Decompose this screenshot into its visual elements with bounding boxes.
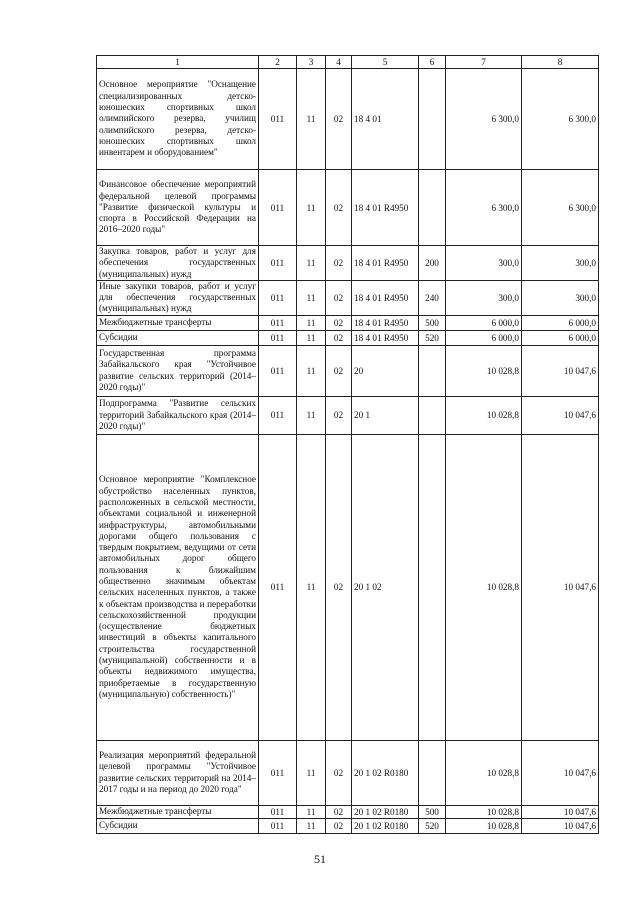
header-cell: 1 <box>97 56 259 69</box>
page-number: 51 <box>314 852 326 866</box>
chapter-cell: 02 <box>326 818 352 833</box>
section-cell: 011 <box>259 396 297 434</box>
target-article-cell: 18 4 01 R4950 <box>352 246 419 281</box>
amount-2020-cell: 300,0 <box>522 280 599 315</box>
amount-2019-cell: 10 028,8 <box>446 434 522 740</box>
amount-2019-cell: 10 028,8 <box>446 805 522 818</box>
chapter-cell: 02 <box>326 345 352 396</box>
name-cell: Субсидии <box>97 330 259 345</box>
header-cell: 5 <box>352 56 419 69</box>
expense-type-cell <box>419 170 446 246</box>
amount-2020-cell: 6 300,0 <box>522 170 599 246</box>
target-article-cell: 20 1 02 R0180 <box>352 805 419 818</box>
expense-type-cell <box>419 69 446 170</box>
header-cell: 8 <box>522 56 599 69</box>
section-cell: 011 <box>259 818 297 833</box>
header-row <box>97 56 599 69</box>
subsection-cell: 11 <box>297 805 326 818</box>
section-cell: 011 <box>259 805 297 818</box>
section-cell: 011 <box>259 330 297 345</box>
table-body <box>97 69 599 834</box>
amount-2020-cell: 6 000,0 <box>522 315 599 330</box>
name-cell: Подпрограмма "Развитие сельских территорий Забайкальского края (2014–2020 годы)" <box>97 396 259 434</box>
chapter-cell: 02 <box>326 246 352 281</box>
expense-type-cell: 240 <box>419 280 446 315</box>
subsection-cell: 11 <box>297 818 326 833</box>
amount-2019-cell: 300,0 <box>446 246 522 281</box>
subsection-cell: 11 <box>297 396 326 434</box>
chapter-cell: 02 <box>326 315 352 330</box>
amount-2019-cell: 10 028,8 <box>446 740 522 805</box>
subsection-cell: 11 <box>297 315 326 330</box>
expense-type-cell: 500 <box>419 805 446 818</box>
expense-type-cell <box>419 740 446 805</box>
chapter-cell: 02 <box>326 740 352 805</box>
table-row <box>97 246 599 281</box>
table-row <box>97 69 599 170</box>
amount-2020-cell: 10 047,6 <box>522 396 599 434</box>
subsection-cell: 11 <box>297 170 326 246</box>
target-article-cell: 18 4 01 R4950 <box>352 330 419 345</box>
subsection-cell: 11 <box>297 740 326 805</box>
section-cell: 011 <box>259 69 297 170</box>
name-cell: Иные закупки товаров, работ и услуг для обеспечения государственных (муниципальных) нужд <box>97 280 259 315</box>
target-article-cell: 20 1 02 R0180 <box>352 740 419 805</box>
name-cell: Государственная программа Забайкальского края "Устойчивое развитие сельских территорий (2014–2020 годы)" <box>97 345 259 396</box>
expense-type-cell: 520 <box>419 818 446 833</box>
target-article-cell: 20 <box>352 345 419 396</box>
amount-2020-cell: 300,0 <box>522 246 599 281</box>
table-row <box>97 740 599 805</box>
section-cell: 011 <box>259 740 297 805</box>
name-cell: Межбюджетные трансферты <box>97 805 259 818</box>
name-cell: Финансовое обеспечение мероприятий федеральной целевой программы "Развитие физической культуры и спорта в Российской Федерации на 2016–2020 годы" <box>97 170 259 246</box>
amount-2019-cell: 10 028,8 <box>446 345 522 396</box>
amount-2019-cell: 6 000,0 <box>446 330 522 345</box>
chapter-cell: 02 <box>326 170 352 246</box>
section-cell: 011 <box>259 170 297 246</box>
chapter-cell: 02 <box>326 280 352 315</box>
amount-2019-cell: 6 300,0 <box>446 69 522 170</box>
subsection-cell: 11 <box>297 246 326 281</box>
expense-type-cell: 520 <box>419 330 446 345</box>
amount-2020-cell: 6 000,0 <box>522 330 599 345</box>
chapter-cell: 02 <box>326 330 352 345</box>
amount-2019-cell: 10 028,8 <box>446 818 522 833</box>
chapter-cell: 02 <box>326 434 352 740</box>
chapter-cell: 02 <box>326 805 352 818</box>
amount-2020-cell: 10 047,6 <box>522 805 599 818</box>
subsection-cell: 11 <box>297 345 326 396</box>
expense-type-cell <box>419 396 446 434</box>
name-cell: Межбюджетные трансферты <box>97 315 259 330</box>
section-cell: 011 <box>259 246 297 281</box>
table-row <box>97 434 599 740</box>
table-row <box>97 345 599 396</box>
chapter-cell: 02 <box>326 69 352 170</box>
subsection-cell: 11 <box>297 69 326 170</box>
name-cell: Закупка товаров, работ и услуг для обеспечения государственных (муниципальных) нужд <box>97 246 259 281</box>
amount-2019-cell: 300,0 <box>446 280 522 315</box>
table-row <box>97 170 599 246</box>
table-row <box>97 396 599 434</box>
expense-type-cell <box>419 434 446 740</box>
header-cell: 6 <box>419 56 446 69</box>
budget-table <box>96 55 599 834</box>
amount-2020-cell: 10 047,6 <box>522 818 599 833</box>
amount-2020-cell: 10 047,6 <box>522 345 599 396</box>
header-cell: 2 <box>259 56 297 69</box>
amount-2019-cell: 6 300,0 <box>446 170 522 246</box>
subsection-cell: 11 <box>297 330 326 345</box>
header-cell: 7 <box>446 56 522 69</box>
target-article-cell: 18 4 01 R4950 <box>352 280 419 315</box>
table-row <box>97 330 599 345</box>
amount-2019-cell: 10 028,8 <box>446 396 522 434</box>
amount-2020-cell: 10 047,6 <box>522 434 599 740</box>
expense-type-cell: 500 <box>419 315 446 330</box>
section-cell: 011 <box>259 434 297 740</box>
amount-2020-cell: 10 047,6 <box>522 740 599 805</box>
subsection-cell: 11 <box>297 434 326 740</box>
name-cell: Реализация мероприятий федеральной целевой программы "Устойчивое развитие сельских территорий на 2014–2017 годы и на период до 2020 года" <box>97 740 259 805</box>
target-article-cell: 20 1 02 <box>352 434 419 740</box>
target-article-cell: 20 1 <box>352 396 419 434</box>
table-row <box>97 315 599 330</box>
header-cell: 3 <box>297 56 326 69</box>
table-row <box>97 818 599 833</box>
name-cell: Субсидии <box>97 818 259 833</box>
target-article-cell: 18 4 01 <box>352 69 419 170</box>
name-cell: Основное мероприятие "Оснащение специализированных детско-юношеских спортивных школ олимпийского резерва, училищ олимпийского резерва, детско-юношеских спортивных школ инвентарем и оборудованием" <box>97 69 259 170</box>
section-cell: 011 <box>259 345 297 396</box>
header-cell: 4 <box>326 56 352 69</box>
expense-type-cell <box>419 345 446 396</box>
amount-2019-cell: 6 000,0 <box>446 315 522 330</box>
table-row <box>97 805 599 818</box>
table-row <box>97 280 599 315</box>
subsection-cell: 11 <box>297 280 326 315</box>
target-article-cell: 18 4 01 R4950 <box>352 315 419 330</box>
name-cell: Основное мероприятие "Комплексное обустройство населенных пунктов, расположенных в сельской местности, объектами социальной и инженерной инфраструктуры, автомобильными дорогами общего пользования с твердым покрытием, ведущими от сети автомобильных дорог общего пользования к ближайшим общественно значимым объектам сельских населенных пунктов, а также к объектам производства и переработки сельскохозяйственной продукции (осуществление бюджетных инвестиций в объекты капитального строительства государственной (муниципальной) собственности и в объекты недвижимого имущества, приобретаемые в государственную (муниципальную) собственность)" <box>97 434 259 740</box>
chapter-cell: 02 <box>326 396 352 434</box>
section-cell: 011 <box>259 280 297 315</box>
section-cell: 011 <box>259 315 297 330</box>
target-article-cell: 18 4 01 R4950 <box>352 170 419 246</box>
amount-2020-cell: 6 300,0 <box>522 69 599 170</box>
expense-type-cell: 200 <box>419 246 446 281</box>
target-article-cell: 20 1 02 R0180 <box>352 818 419 833</box>
